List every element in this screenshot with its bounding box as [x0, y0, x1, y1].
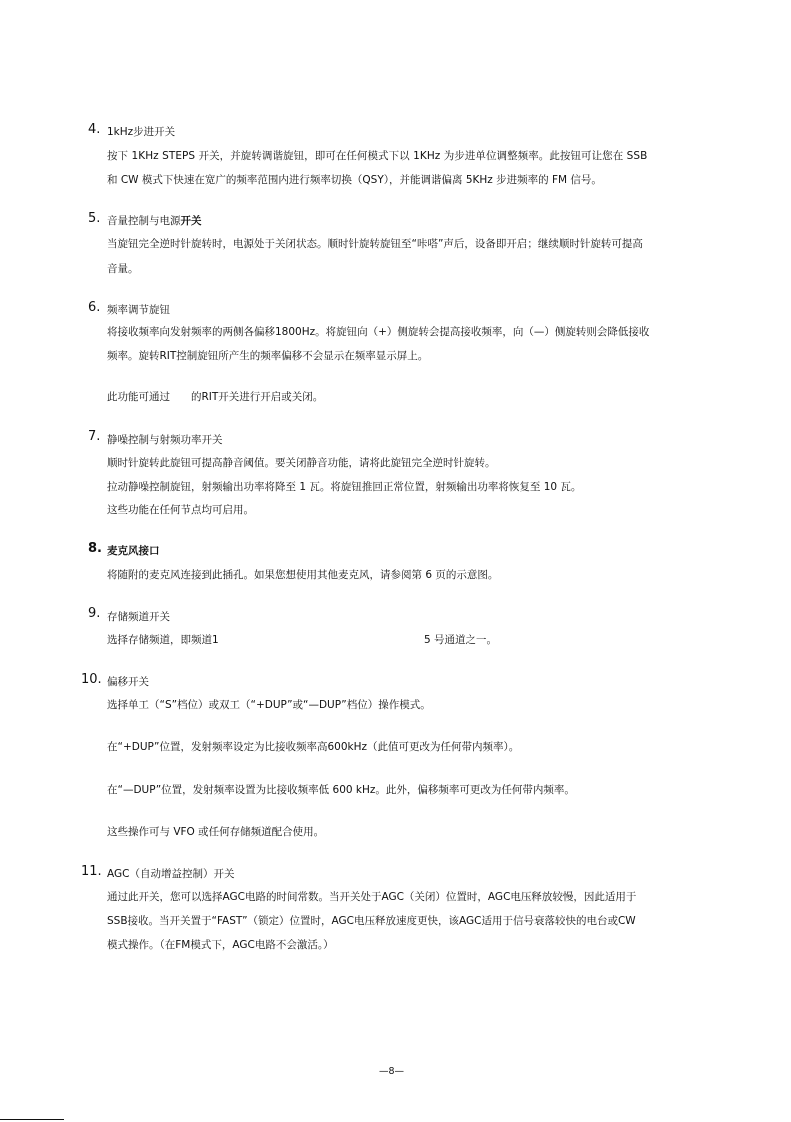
section-7-title: 静噪控制与射频功率开关	[107, 434, 223, 446]
section-10-line-3: 在“—DUP”位置，发射频率设置为比接收频率低 600 kHz。此外，偏移频率可更改为任何带内频率。	[107, 784, 575, 796]
section-11-title: AGC（自动增益控制）开关	[107, 868, 235, 880]
section-6-number: 6.	[88, 300, 101, 315]
section-10-line-2: 在“+DUP”位置，发射频率设定为比接收频率高600kHz（此值可更改为任何带内频率）。	[107, 741, 520, 753]
section-6-line-3b: 的RIT开关进行开启或关闭。	[191, 391, 324, 403]
section-5-number: 5.	[88, 211, 101, 226]
section-8-number: 8.	[88, 541, 102, 556]
section-9-line-1a: 选择存储频道，即频道1	[107, 634, 219, 646]
section-10-title: 偏移开关	[107, 676, 149, 688]
section-4-number: 4.	[88, 122, 101, 137]
footer-rule	[0, 1119, 64, 1120]
section-6-line-1: 将接收频率向发射频率的两侧各偏移1800Hz。将旋钮向（+）侧旋转会提高接收频率，向（—）侧旋转则会降低接收	[107, 326, 650, 338]
section-7-line-1: 顺时针旋转此旋钮可提高静音阈值。要关闭静音功能，请将此旋钮完全逆时针旋转。	[107, 457, 496, 469]
section-9-line-1b: 5 号通道之一。	[424, 634, 498, 646]
section-7-line-2: 拉动静噪控制旋钮，射频输出功率将降至 1 瓦。将旋钮推回正常位置，射频输出功率将恢复至 10 瓦。	[107, 481, 582, 493]
section-5-title-main: 音量控制与电源	[107, 215, 181, 227]
section-4-title: 1kHz步进开关	[107, 126, 176, 138]
section-5-title-bold: 开关	[180, 215, 202, 227]
section-6-line-3a: 此功能可通过	[107, 391, 170, 403]
section-4-line-1: 按下 1KHz STEPS 开关，并旋转调谐旋钮，即可在任何模式下以 1KHz 为步进单位调整频率。此按钮可让您在 SSB	[107, 150, 648, 162]
section-11-line-2: SSB接收。当开关置于“FAST”（锁定）位置时，AGC电压释放速度更快，该AGC适用于信号衰落较快的电台或CW	[107, 915, 636, 927]
page-number: —8—	[379, 1066, 405, 1077]
section-5-line-1: 当旋钮完全逆时针旋转时，电源处于关闭状态。顺时针旋转旋钮至“咔嗒”声后，设备即开启；继续顺时针旋转可提高	[107, 238, 643, 250]
section-10-line-4: 这些操作可与 VFO 或任何存储频道配合使用。	[107, 826, 325, 838]
section-11-number: 11.	[81, 864, 102, 879]
section-6-title: 频率调节旋钮	[107, 304, 170, 316]
section-5-title	[107, 213, 202, 228]
section-11-line-1: 通过此开关，您可以选择AGC电路的时间常数。当开关处于AGC（关闭）位置时，AGC电压释放较慢，因此适用于	[107, 891, 637, 903]
section-11-line-3: 模式操作。（在FM模式下，AGC电路不会激活。）	[107, 939, 334, 951]
section-10-number: 10.	[81, 672, 102, 687]
section-8-title: 麦克风接口	[107, 545, 160, 557]
section-8-line-1: 将随附的麦克风连接到此插孔。如果您想使用其他麦克风，请参阅第 6 页的示意图。	[107, 569, 499, 581]
section-4-line-2: 和 CW 模式下快速在宽广的频率范围内进行频率切换（QSY），并能调谐偏离 5KHz 步进频率的 FM 信号。	[107, 174, 602, 186]
section-7-line-3: 这些功能在任何节点均可启用。	[107, 504, 254, 516]
section-9-number: 9.	[88, 606, 101, 621]
section-10-line-1: 选择单工（“S”档位）或双工（“+DUP”或“—DUP”档位）操作模式。	[107, 699, 431, 711]
section-7-number: 7.	[88, 429, 101, 444]
section-5-line-2: 音量。	[107, 263, 139, 275]
section-6-line-2: 频率。旋转RIT控制旋钮所产生的频率偏移不会显示在频率显示屏上。	[107, 350, 429, 362]
section-9-title: 存储频道开关	[107, 611, 170, 623]
